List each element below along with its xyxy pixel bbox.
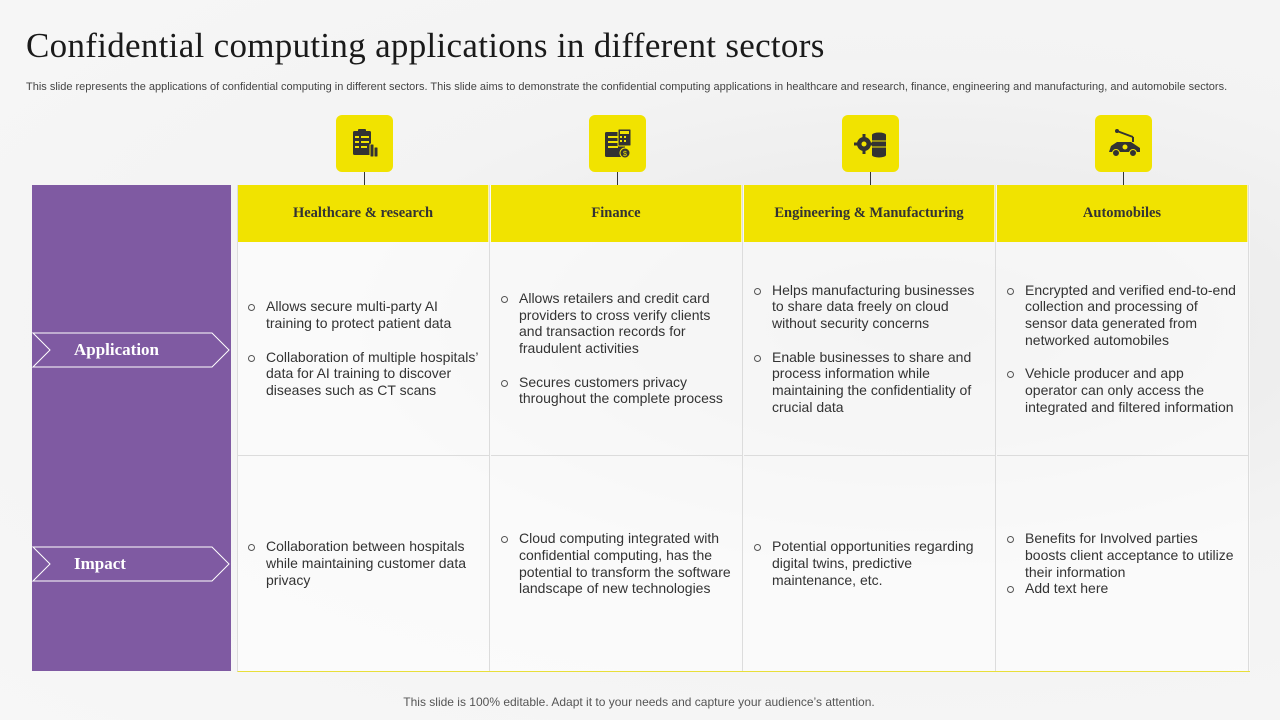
bullet-item: Vehicle producer and app operator can only access the integrated and filtered information: [1007, 365, 1238, 415]
slide-title: Confidential computing applications in different sectors: [26, 26, 825, 65]
bullet-item: Allows retailers and credit card providers to cross verify clients and transaction records for fraudulent activities: [501, 290, 732, 357]
bullet-item: Secures customers privacy throughout the complete process: [501, 374, 732, 407]
impact-cell: [238, 456, 489, 671]
bullet-item: Enable businesses to share and process information while maintaining the confidentiality of crucial data: [754, 349, 985, 416]
column-header: Finance: [491, 185, 742, 242]
icon-connector: [870, 172, 871, 185]
bullet-item: Cloud computing integrated with confidential computing, has the potential to transform the software landscape of new technologies: [501, 530, 732, 597]
bullet-item: Collaboration of multiple hospitals’ data for AI training to discover diseases such as CT scans: [248, 349, 479, 399]
application-cell: [238, 242, 489, 456]
icon-connector: [1123, 172, 1124, 185]
impact-cell: [744, 456, 995, 671]
bullet-item: Add text here: [1007, 580, 1238, 597]
svg-text:$: $: [622, 150, 627, 158]
column-healthcare: [238, 185, 490, 671]
row-label-application-text: Application: [74, 340, 160, 359]
gear-database-icon: [842, 115, 899, 172]
row-label-impact-text: Impact: [74, 554, 126, 573]
impact-cell: [997, 456, 1248, 671]
application-cell: [491, 242, 742, 456]
column-header: Automobiles: [997, 185, 1248, 242]
impact-cell: [491, 456, 742, 671]
bullet-item: Potential opportunities regarding digital twins, predictive maintenance, etc.: [754, 538, 985, 588]
column-engineering: [744, 185, 996, 671]
row-label-application: [32, 332, 230, 368]
clipboard-medical-icon: [336, 115, 393, 172]
arrow-label-shape: [32, 546, 230, 582]
row-labels-panel: [32, 185, 231, 671]
financial-calculator-icon: [589, 115, 646, 172]
application-cell: [997, 242, 1248, 456]
sector-table: [237, 185, 1250, 672]
icon-connector: [617, 172, 618, 185]
bullet-item: Allows secure multi-party AI training to protect patient data: [248, 298, 479, 331]
bullet-item: Collaboration between hospitals while maintaining customer data privacy: [248, 538, 479, 588]
column-header: Healthcare & research: [238, 185, 489, 242]
column-header: Engineering & Manufacturing: [744, 185, 995, 242]
bullet-item: Encrypted and verified end-to-end collection and processing of sensor data generated from networked automobiles: [1007, 282, 1238, 349]
column-automobiles: [997, 185, 1249, 671]
column-finance: [491, 185, 743, 671]
slide-footer: This slide is 100% editable. Adapt it to your needs and capture your audience’s attention.: [403, 695, 875, 709]
icon-connector: [364, 172, 365, 185]
bullet-item: Helps manufacturing businesses to share data freely on cloud without security concerns: [754, 282, 985, 332]
car-assembly-icon: [1095, 115, 1152, 172]
slide-subtitle: This slide represents the applications of confidential computing in different sectors. This slide aims to demonstrate the confidential computing applications in healthcare and research, finance, engineering and manufacturing, and automobile sectors.: [26, 81, 1228, 93]
bullet-item: Benefits for Involved parties boosts client acceptance to utilize their information: [1007, 530, 1238, 580]
application-cell: [744, 242, 995, 456]
row-label-impact: [32, 546, 230, 582]
